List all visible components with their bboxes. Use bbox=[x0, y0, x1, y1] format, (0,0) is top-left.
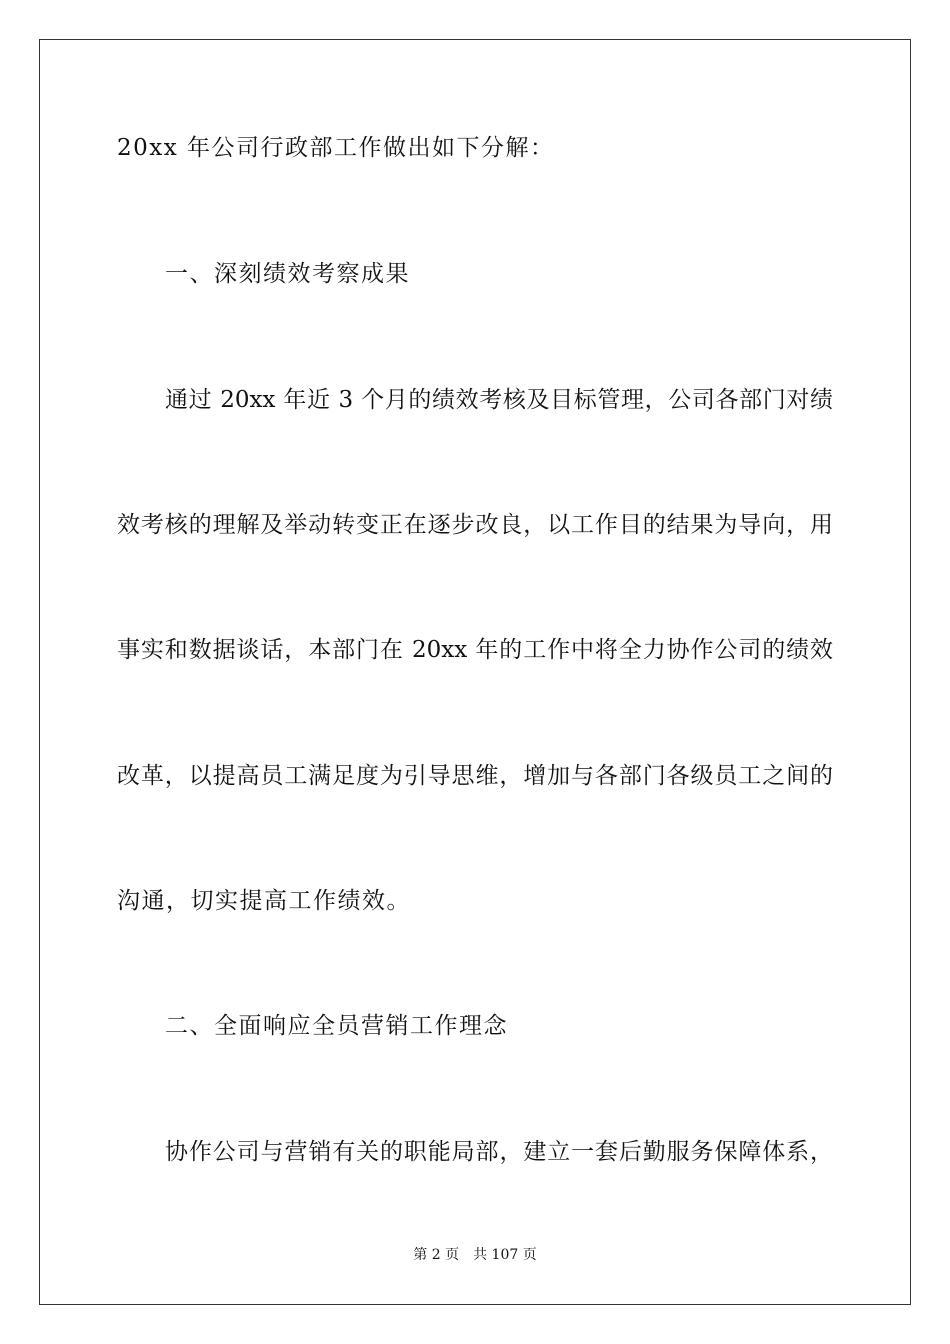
page-frame bbox=[39, 39, 911, 1305]
paragraph-line: 效考核的理解及举动转变正在逐步改良，以工作目的结果为导向，用 bbox=[117, 512, 833, 538]
section-heading-2: 二、全面响应全员营销工作理念 bbox=[165, 1013, 508, 1039]
paragraph-line: 沟通，切实提高工作绩效。 bbox=[117, 888, 411, 914]
paragraph-line: 通过 20xx 年近 3 个月的绩效考核及目标管理，公司各部门对绩 bbox=[165, 387, 833, 413]
page-total: 共 107 页 bbox=[473, 1247, 537, 1263]
intro-line: 20xx 年公司行政部工作做出如下分解： bbox=[117, 135, 555, 161]
section-heading-1: 一、深刻绩效考察成果 bbox=[165, 261, 410, 287]
paragraph-line: 协作公司与营销有关的职能局部，建立一套后勤服务保障体系， bbox=[165, 1139, 833, 1165]
paragraph-line: 改革，以提高员工满足度为引导思维，增加与各部门各级员工之间的 bbox=[117, 763, 833, 789]
page-footer bbox=[0, 1246, 950, 1264]
paragraph-line: 事实和数据谈话，本部门在 20xx 年的工作中将全力协作公司的绩效 bbox=[117, 637, 833, 663]
page-number: 第 2 页 bbox=[413, 1247, 460, 1263]
